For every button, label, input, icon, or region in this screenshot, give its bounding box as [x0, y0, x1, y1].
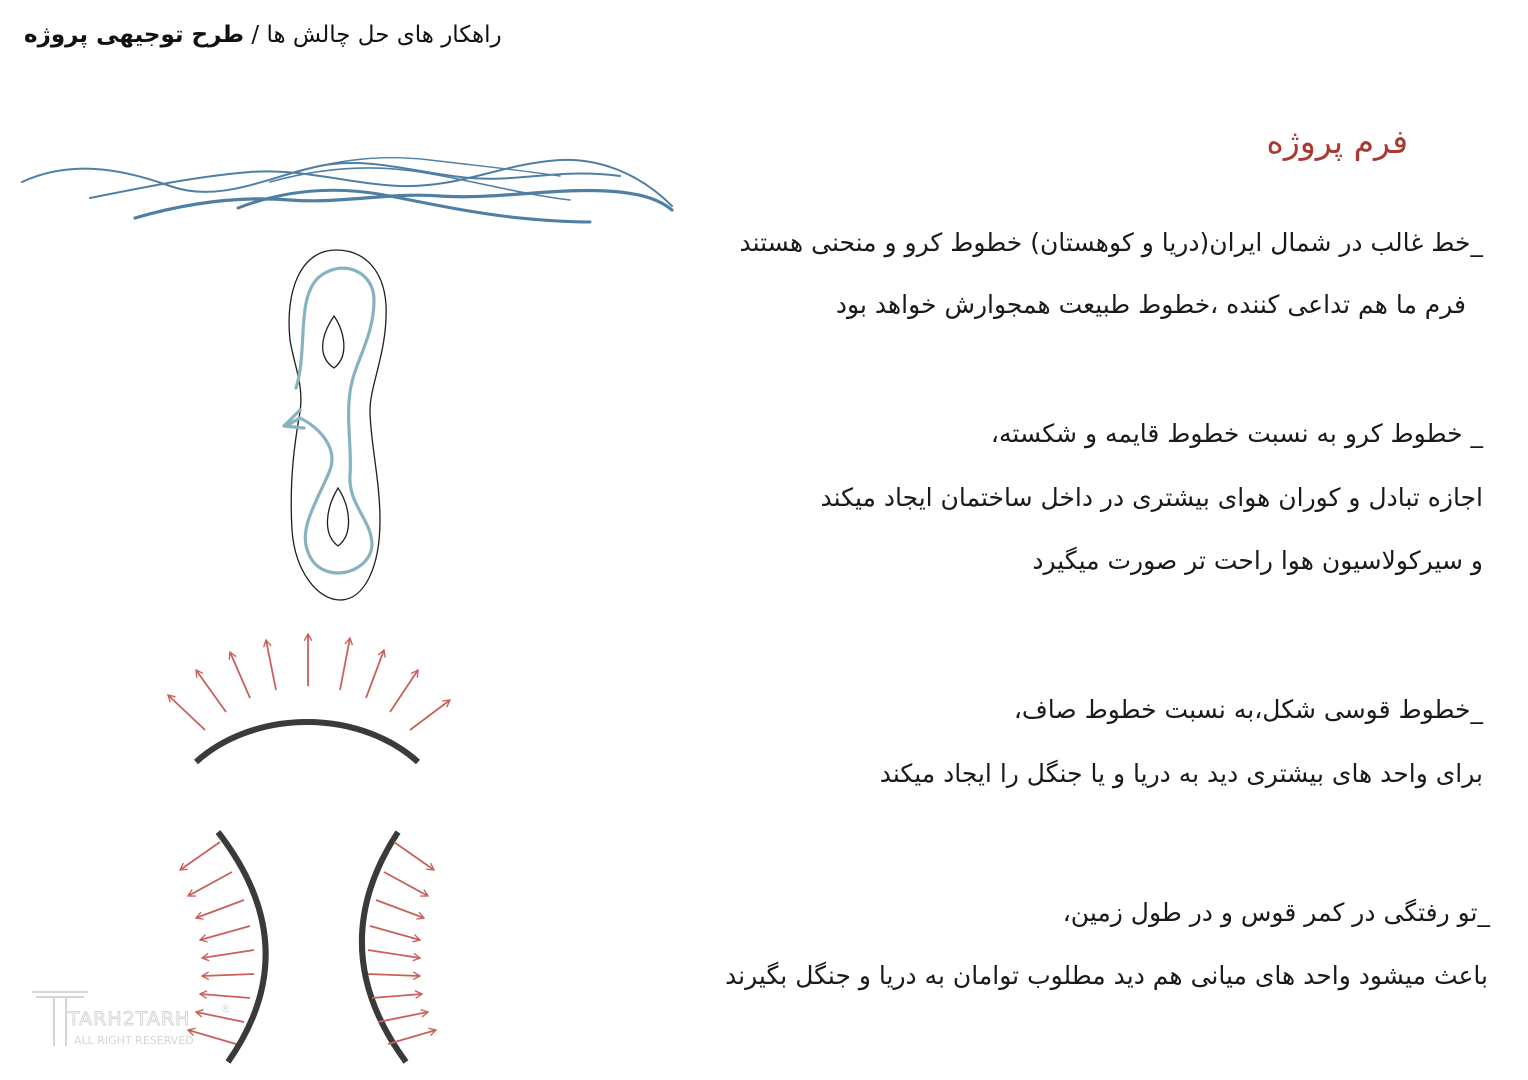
- airflow-diagram-icon: [284, 250, 386, 600]
- tarh2tarh-logo-icon: [30, 988, 230, 1050]
- watermark-rights: ALL RIGHT RESERVED: [74, 1034, 194, 1047]
- text-line-2: فرم ما هم تداعی کننده ،خطوط طبیعت همجوارش خواهد بود: [835, 290, 1466, 319]
- watermark-brand: TARH2TARH: [68, 1008, 191, 1030]
- text-line-9: باعث میشود واحد های میانی هم دید مطلوب توامان به دریا و جنگل بگیرند: [725, 961, 1488, 990]
- text-line-7: برای واحد های بیشتری دید به دریا و یا جنگل را ایجاد میکند: [879, 759, 1483, 788]
- text-line-4: اجازه تبادل و کوران هوای بیشتری در داخل ساختمان ایجاد میکند: [820, 483, 1483, 512]
- text-line-6: _خطوط قوسی شکل،به نسبت خطوط صاف،: [1013, 695, 1483, 724]
- text-line-1: _خط غالب در شمال ایران(دریا و کوهستان) خطوط کرو و منحنی هستند: [739, 228, 1483, 257]
- text-line-8: _تو رفتگی در کمر قوس و در طول زمین،: [1062, 898, 1490, 927]
- outward-view-arc-icon: [168, 634, 450, 762]
- watermark-registered: ®: [220, 1002, 231, 1015]
- text-line-5: و سیرکولاسیون هوا راحت تر صورت میگیرد: [1032, 546, 1483, 575]
- header-title: طرح توجیهی پروژه: [24, 22, 245, 48]
- wave-lines-icon: [22, 158, 672, 222]
- section-title: فرم پروژه: [1266, 122, 1408, 161]
- header-prefix: راهکار های حل چالش ها /: [244, 22, 502, 48]
- text-line-3: _ خطوط کرو به نسبت خطوط قایمه و شکسته،: [990, 419, 1483, 448]
